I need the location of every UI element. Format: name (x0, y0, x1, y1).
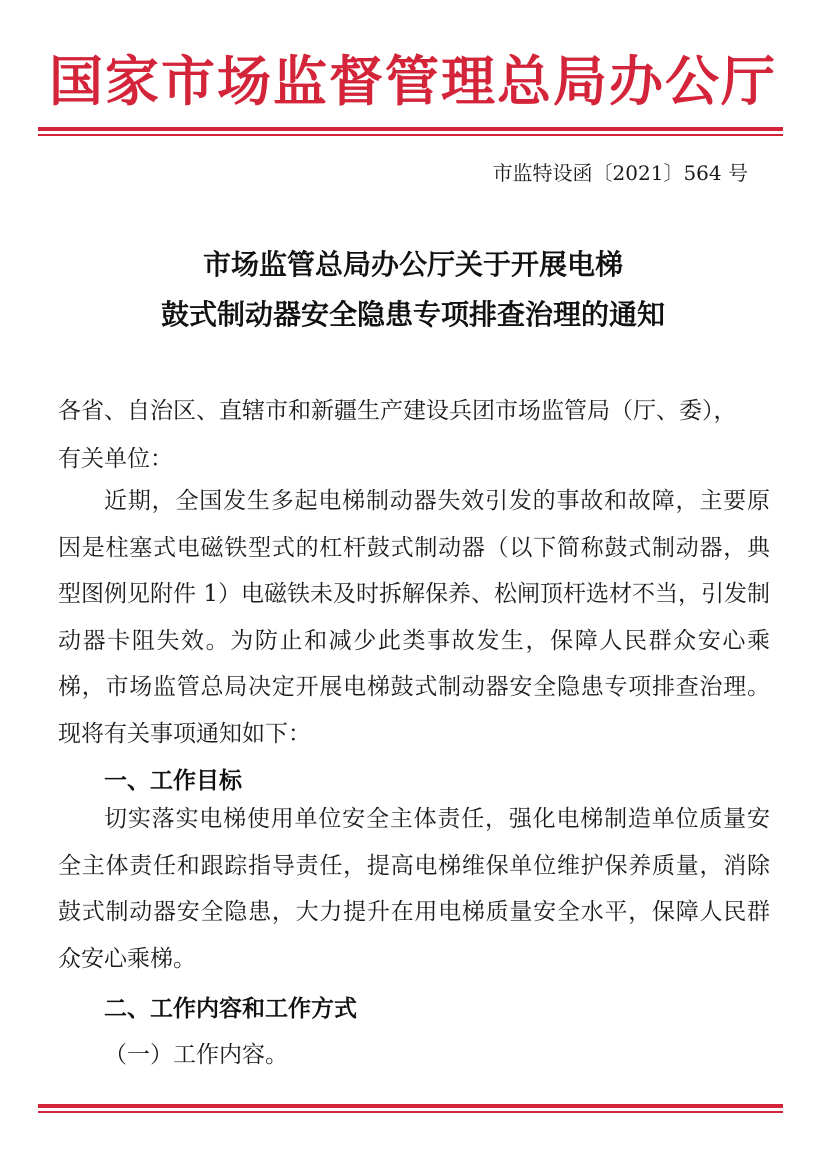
footer-rule-thin (38, 1111, 783, 1113)
title-line-1: 市场监管总局办公厅关于开展电梯 (202, 248, 623, 281)
addressee-line-1: 各省、自治区、直辖市和新疆生产建设兵团市场监管局（厅、委）， (58, 398, 737, 424)
footer-red-rule (38, 1104, 783, 1113)
title-line-2: 鼓式制动器安全隐患专项排查治理的通知 (160, 298, 665, 331)
organization-header: 国家市场监督管理总局办公厅 (49, 49, 777, 113)
section-heading-goal: 一、工作目标 (104, 767, 242, 794)
goal-paragraph: 切实落实电梯使用单位安全主体责任，强化电梯制造单位质量安全主体责任和跟踪指导责任，提高电梯维保单位维护保养质量，消除鼓式制动器安全隐患，大力提升在用电梯质量安全水平，保障人民群众安心乘梯。 (58, 806, 770, 972)
section-heading-content: 二、工作内容和工作方式 (104, 995, 357, 1022)
addressee-line-2: 有关单位： (58, 446, 173, 472)
document-title (0, 240, 826, 340)
header-rule-thin (38, 134, 783, 136)
subsection-heading-content: （一）工作内容。 (104, 1042, 288, 1068)
footer-rule-thick (38, 1104, 783, 1108)
intro-paragraph: 近期，全国发生多起电梯制动器失效引发的事故和故障，主要原因是柱塞式电磁铁型式的杠杆鼓式制动器（以下简称鼓式制动器，典型图例见附件 1）电磁铁未及时拆解保养、松闸顶杆选材不当，引发制动器卡阻失效。为防止和减少此类事故发生，保障人民群众安心乘梯，市场监管总局决定开展电梯鼓式制动器安全隐患专项排查治理。现将有关事项通知如下： (58, 488, 770, 747)
header-red-rule (38, 127, 783, 136)
document-number: 市监特设函〔2021〕564 号 (492, 161, 748, 185)
header-rule-thick (38, 127, 783, 131)
